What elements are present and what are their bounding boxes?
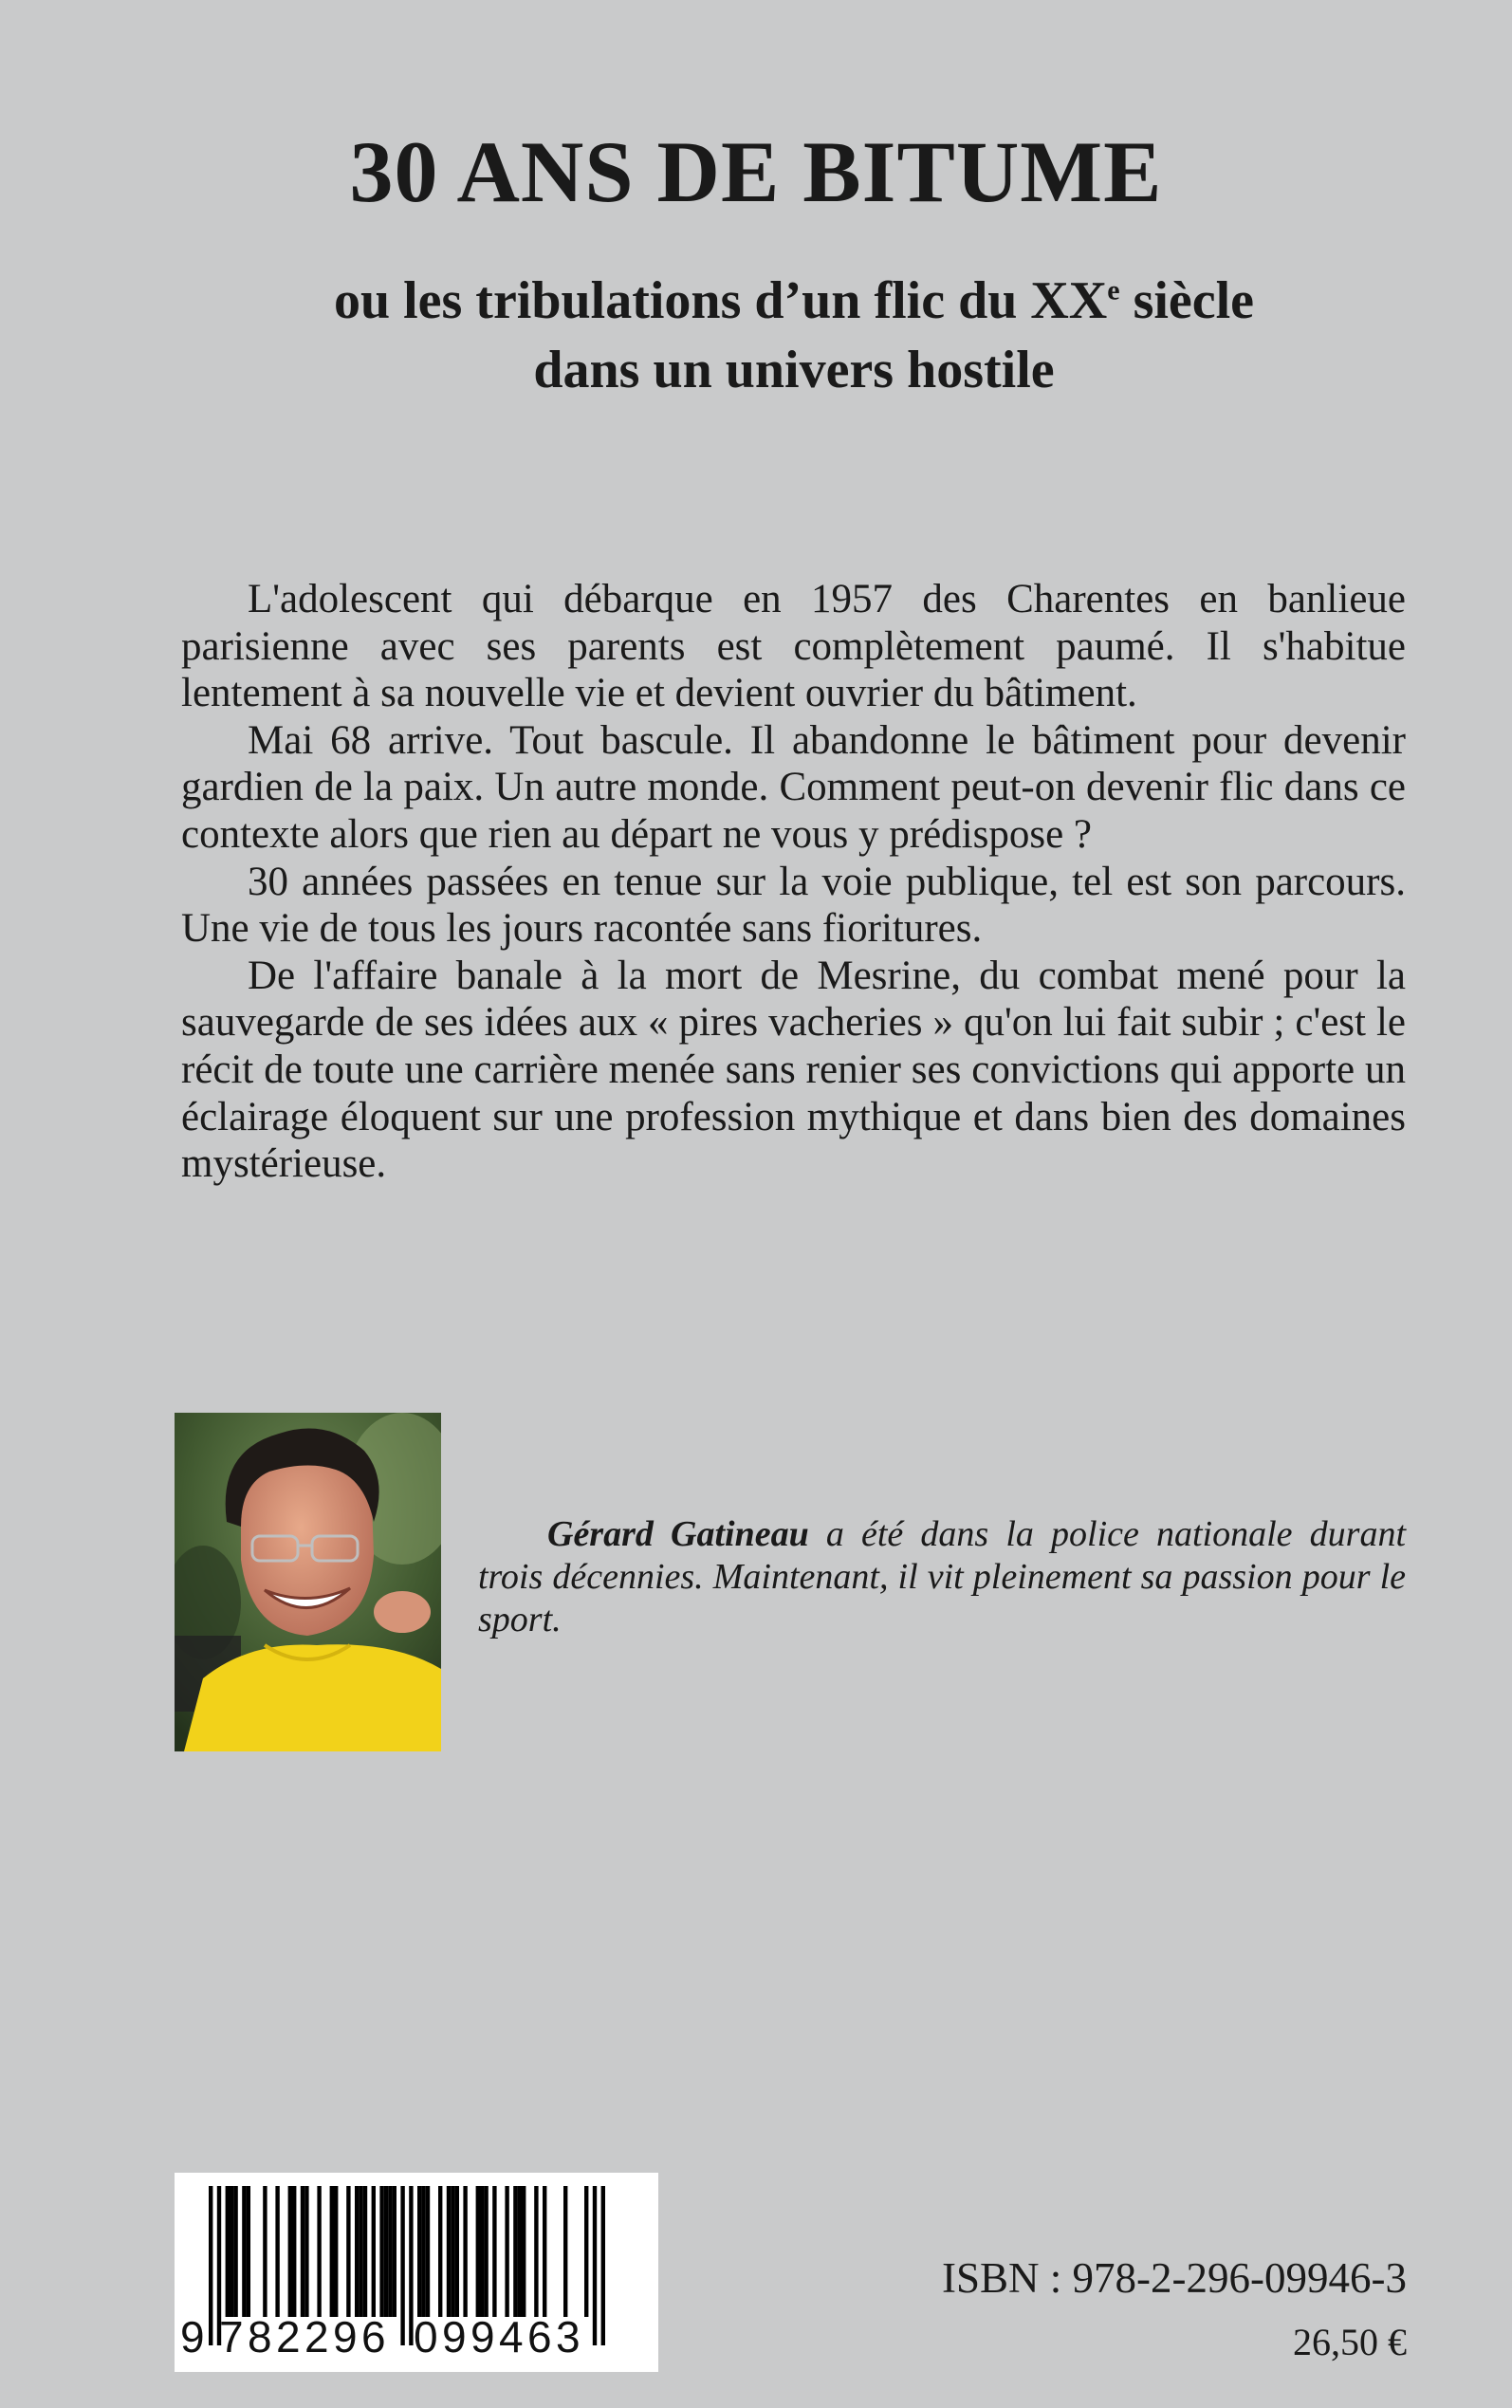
- barcode-bar: [230, 2186, 233, 2317]
- barcode-bar: [263, 2186, 267, 2317]
- barcode-bar: [563, 2186, 567, 2317]
- barcode-bar: [384, 2186, 388, 2317]
- barcode: [175, 2173, 658, 2372]
- barcode-digit: 0: [414, 2312, 438, 2362]
- blurb-paragraph: 30 années passées en tenue sur la voie publique, tel est son parcours. Une vie de tous les jours racontée sans fioritures.: [181, 859, 1406, 952]
- barcode-bar: [455, 2186, 459, 2317]
- barcode-bar: [317, 2186, 321, 2317]
- barcode-bar: [426, 2186, 430, 2317]
- book-title: 30 ANS DE BITUME: [349, 123, 1163, 220]
- barcode-bar: [275, 2186, 279, 2317]
- barcode-bar: [304, 2186, 308, 2317]
- subtitle-text-end: siècle: [1119, 271, 1255, 330]
- barcode-guard-bar: [593, 2186, 597, 2345]
- barcode-digit: 2: [304, 2312, 329, 2362]
- barcode-bar: [480, 2186, 484, 2317]
- barcode-digit: 9: [442, 2312, 467, 2362]
- barcode-bar: [584, 2186, 588, 2317]
- barcode-bar: [534, 2186, 538, 2317]
- subtitle-text-start: ou les tribulations d’un flic du XX: [333, 271, 1108, 330]
- barcode-digit: 9: [470, 2312, 495, 2362]
- barcode-bar: [463, 2186, 467, 2317]
- barcode-guard-bar: [400, 2186, 404, 2345]
- barcode-bar: [247, 2186, 250, 2317]
- isbn: ISBN : 978-2-296-09946-3: [942, 2254, 1407, 2302]
- barcode-digit: 8: [248, 2312, 272, 2362]
- blurb-paragraph: Mai 68 arrive. Tout bascule. Il abandonne le bâtiment pour devenir gardien de la paix. Un autre monde. Comment peut-on devenir flic dans ce contexte alors que rien au départ ne vous y prédispose ?: [181, 717, 1406, 857]
- barcode-bar: [417, 2186, 421, 2317]
- barcode-bar: [513, 2186, 517, 2317]
- barcode-bar: [301, 2186, 304, 2317]
- barcode-bar: [292, 2186, 296, 2317]
- author-bio-text: a été dans la police nationale durant trois décennies. Maintenant, il vit pleinement sa passion pour le sport.: [478, 1514, 1407, 1639]
- author-name: Gérard Gatineau: [547, 1514, 809, 1554]
- barcode-bar: [447, 2186, 451, 2317]
- barcode-digit: 6: [361, 2312, 386, 2362]
- author-portrait-illustration: [175, 1413, 441, 1751]
- barcode-guard-bar: [209, 2186, 212, 2345]
- barcode-bar: [242, 2186, 246, 2317]
- barcode-bar: [484, 2186, 488, 2317]
- barcode-digit: 9: [180, 2312, 205, 2362]
- barcode-guard-bar: [409, 2186, 413, 2345]
- barcode-bar: [355, 2186, 359, 2317]
- barcode-digit: 2: [276, 2312, 301, 2362]
- barcode-digit: 7: [219, 2312, 244, 2362]
- author-bio: [478, 1513, 1406, 1641]
- barcode-bar: [379, 2186, 383, 2317]
- barcode-bar: [492, 2186, 496, 2317]
- century-superscript: e: [1107, 274, 1120, 306]
- blurb-paragraph: De l'affaire banale à la mort de Mesrine, du combat mené pour la sauvegarde de ses idées aux « pires vacheries » qu'on lui fait subir ; c'est le récit de toute une carrière menée sans renier ses convictions qui apporte un éclairage éloquent sur une profession mythique et dans bien des domaines mystérieuse.: [181, 953, 1406, 1187]
- barcode-bar: [288, 2186, 292, 2317]
- barcode-bar: [438, 2186, 442, 2317]
- barcode-bar: [330, 2186, 334, 2317]
- barcode-bar: [476, 2186, 480, 2317]
- barcode-digit: 4: [499, 2312, 524, 2362]
- subtitle-line-2: dans un univers hostile: [533, 341, 1055, 399]
- barcode-bar: [518, 2186, 522, 2317]
- barcode-bar: [451, 2186, 454, 2317]
- subtitle-line-1: [0, 270, 1512, 331]
- barcode-bar: [334, 2186, 338, 2317]
- author-photo: [175, 1413, 441, 1751]
- blurb: [181, 576, 1406, 1188]
- barcode-bar: [522, 2186, 526, 2317]
- price: 26,50 €: [1293, 2321, 1407, 2363]
- barcode-digit: 6: [527, 2312, 552, 2362]
- barcode-bar: [359, 2186, 362, 2317]
- barcode-bar: [505, 2186, 508, 2317]
- barcode-guard-bar: [601, 2186, 605, 2345]
- barcode-bar: [388, 2186, 392, 2317]
- barcode-bar: [363, 2186, 367, 2317]
- barcode-bar: [372, 2186, 376, 2317]
- barcode-bar: [233, 2186, 237, 2317]
- blurb-paragraph: L'adolescent qui débarque en 1957 des Charentes en banlieue parisienne avec ses parents est complètement paumé. Il s'habitue lentement à sa nouvelle vie et devient ouvrier du bâtiment.: [181, 577, 1406, 716]
- barcode-bar: [543, 2186, 546, 2317]
- barcode-bar: [346, 2186, 350, 2317]
- barcode-digit: 9: [333, 2312, 358, 2362]
- barcode-bar: [226, 2186, 230, 2317]
- barcode-bar: [393, 2186, 396, 2317]
- barcode-digit: 3: [556, 2312, 581, 2362]
- barcode-bar: [421, 2186, 425, 2317]
